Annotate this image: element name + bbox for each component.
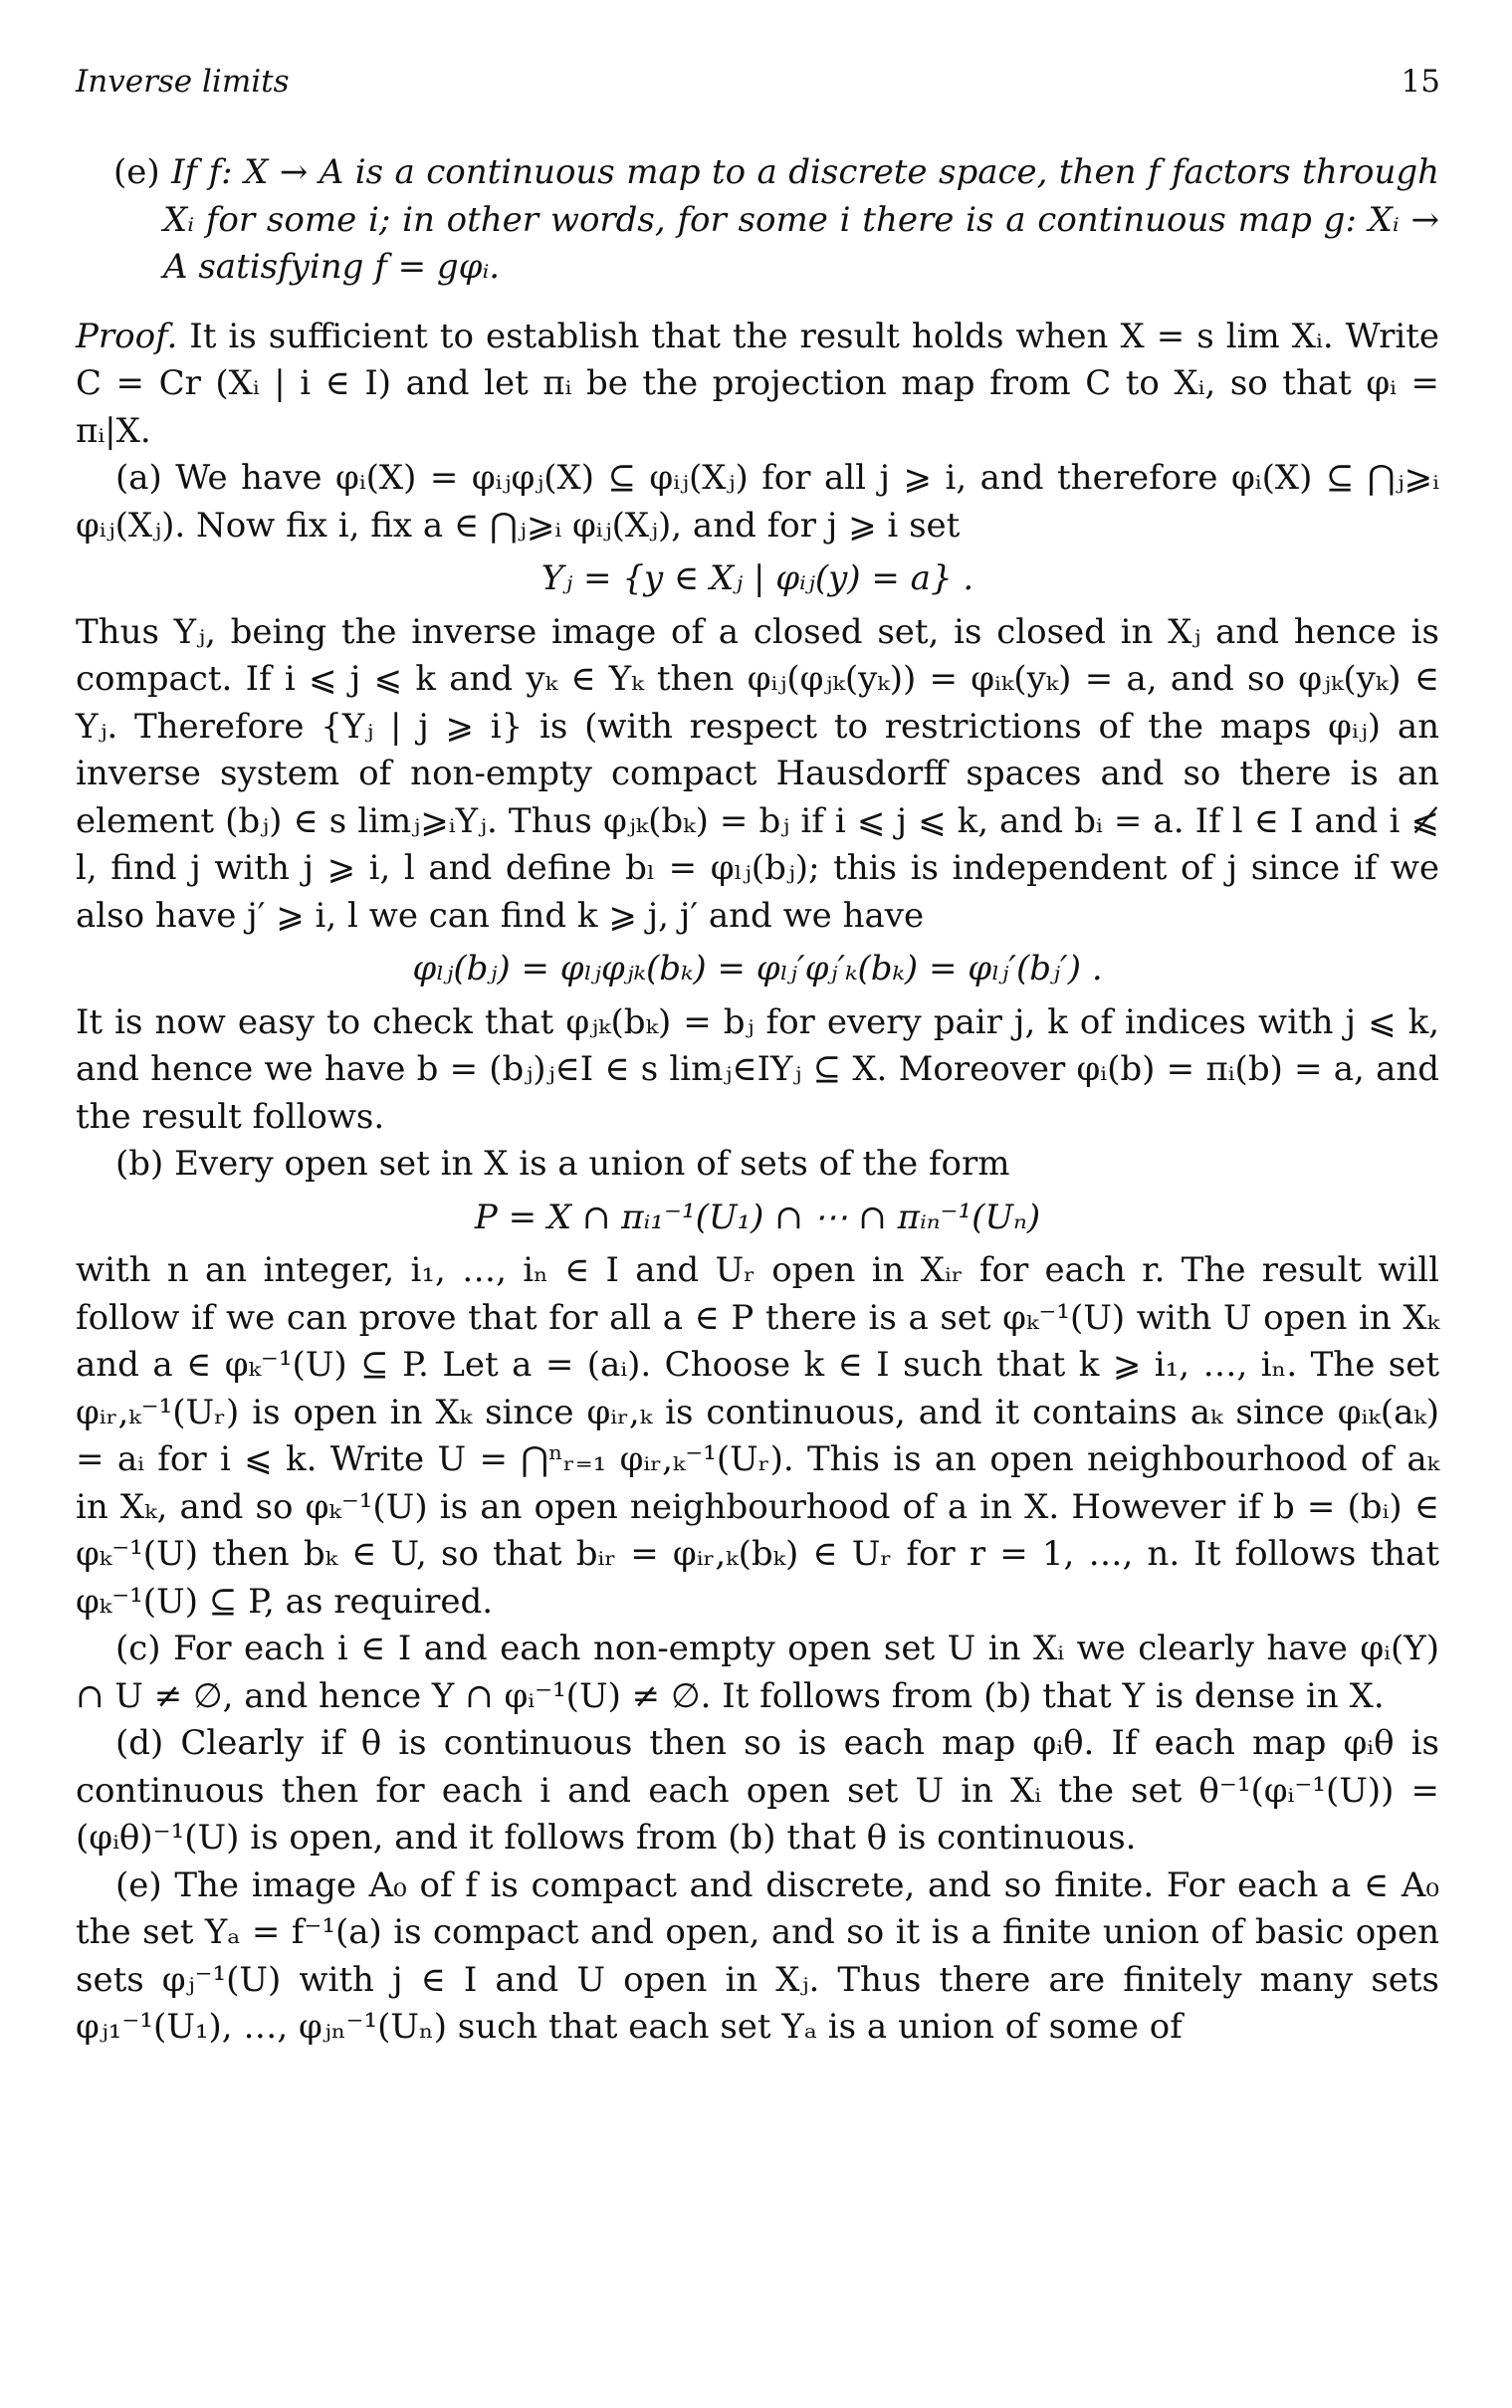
proof-part-a-paragraph: (a) We have φᵢ(X) = φᵢⱼφⱼ(X) ⊆ φᵢⱼ(Xⱼ) for all j ⩾ i, and therefore φᵢ(X) ⊆ ⋂ⱼ⩾ᵢ φᵢⱼ(Xⱼ). Now fix i, fix a ∈ ⋂ⱼ⩾ᵢ φᵢⱼ(Xⱼ), and for j ⩾ i set xyxy=(76,458,1439,546)
page-number: 15 xyxy=(1401,64,1440,100)
proof-intro-text: It is sufficient to establish that the result holds when X = s lim Xᵢ. Write C = Cr (Xᵢ | i ∈ I) and let πᵢ be the projection map from C to Xᵢ, so that φᵢ = πᵢ|X. xyxy=(76,316,1439,451)
statement-e-label: (e) xyxy=(113,152,160,192)
page-body xyxy=(76,149,1439,2052)
statement-e xyxy=(76,149,1439,292)
page-header xyxy=(76,64,1440,123)
statement-e-text: If f: X → A is a continuous map to a discrete space, then f factors through Xᵢ for some i; in other words, for some i there is a continuous map g: Xᵢ → A satisfying f = gφᵢ. xyxy=(163,152,1440,287)
proof-part-b-paragraph: (b) Every open set in X is a union of sets of the form xyxy=(115,1144,1010,1184)
proof-part-a-conclusion: It is now easy to check that φⱼₖ(bₖ) = bⱼ for every pair j, k of indices with j ⩽ k, and hence we have b = (bⱼ)ⱼ∈I ∈ s limⱼ∈IYⱼ ⊆ X. Moreover φᵢ(b) = πᵢ(b) = a, and the result follows. xyxy=(76,1001,1439,1137)
proof-paragraph-intro xyxy=(76,314,1439,456)
proof-part-d-paragraph: (d) Clearly if θ is continuous then so is each map φᵢθ. If each map φᵢθ is continuous then for each i and each open set U in Xᵢ the set θ⁻¹(φᵢ⁻¹(U)) = (φᵢθ)⁻¹(U) is open, and it follows from (b) that θ is continuous. xyxy=(76,1723,1439,1858)
proof-part-a-continuation: Thus Yⱼ, being the inverse image of a closed set, is closed in Xⱼ and hence is compact. If i ⩽ j ⩽ k and yₖ ∈ Yₖ then φᵢⱼ(φⱼₖ(yₖ)) = φᵢₖ(yₖ) = a, and so φⱼₖ(yₖ) ∈ Yⱼ. Therefore {Yⱼ | j ⩾ i} is (with respect to restrictions of the maps φᵢⱼ) an inverse system of non-empty compact Hausdorff spaces and so there is an element (bⱼ) ∈ s limⱼ⩾ᵢYⱼ. Thus φⱼₖ(bₖ) = bⱼ if i ⩽ j ⩽ k, and bᵢ = a. If l ∈ I and i ⩽̸ l, find j with j ⩾ i, l and define bₗ = φₗⱼ(bⱼ); this is independent of j since if we also have j′ ⩾ i, l we can find k ⩾ j, j′ and we have xyxy=(76,611,1439,936)
display-equation-independence: φₗⱼ(bⱼ) = φₗⱼφⱼₖ(bₖ) = φₗⱼ′φⱼ′ₖ(bₖ) = φₗⱼ′(bⱼ′) . xyxy=(412,949,1103,988)
display-equation-yj: Yⱼ = {y ∈ Xⱼ | φᵢⱼ(y) = a} . xyxy=(540,558,974,598)
proof-part-c-paragraph: (c) For each i ∈ I and each non-empty open set U in Xᵢ we clearly have φᵢ(Y) ∩ U ≠ ∅, and hence Y ∩ φᵢ⁻¹(U) ≠ ∅. It follows from (b) that Y is dense in X. xyxy=(76,1629,1439,1716)
running-title: Inverse limits xyxy=(76,64,290,100)
proof-label: Proof. xyxy=(76,316,178,356)
display-equation-basic-open-set: P = X ∩ πᵢ₁⁻¹(U₁) ∩ ⋯ ∩ πᵢₙ⁻¹(Uₙ) xyxy=(474,1197,1041,1237)
proof-part-b-continuation: with n an integer, i₁, …, iₙ ∈ I and Uᵣ open in Xᵢᵣ for each r. The result will follow if we can prove that for all a ∈ P there is a set φₖ⁻¹(U) with U open in Xₖ and a ∈ φₖ⁻¹(U) ⊆ P. Let a = (aᵢ). Choose k ∈ I such that k ⩾ i₁, …, iₙ. The set φᵢᵣ,ₖ⁻¹(Uᵣ) is open in Xₖ since φᵢᵣ,ₖ is continuous, and it contains aₖ since φᵢₖ(aₖ) = aᵢ for i ⩽ k. Write U = ⋂ⁿᵣ₌₁ φᵢᵣ,ₖ⁻¹(Uᵣ). This is an open neighbourhood of aₖ in Xₖ, and so φₖ⁻¹(U) is an open neighbourhood of a in X. However if b = (bᵢ) ∈ φₖ⁻¹(U) then bₖ ∈ U, so that bᵢᵣ = φᵢᵣ,ₖ(bₖ) ∈ Uᵣ for r = 1, …, n. It follows that φₖ⁻¹(U) ⊆ P, as required. xyxy=(76,1250,1439,1622)
proof-part-e-paragraph: (e) The image A₀ of f is compact and discrete, and so finite. For each a ∈ A₀ the set Yₐ = f⁻¹(a) is compact and open, and so it is a finite union of basic open sets φⱼ⁻¹(U) with j ∈ I and U open in Xⱼ. Thus there are finitely many sets φⱼ₁⁻¹(U₁), …, φⱼₙ⁻¹(Uₙ) such that each set Yₐ is a union of some of xyxy=(76,1864,1439,2047)
